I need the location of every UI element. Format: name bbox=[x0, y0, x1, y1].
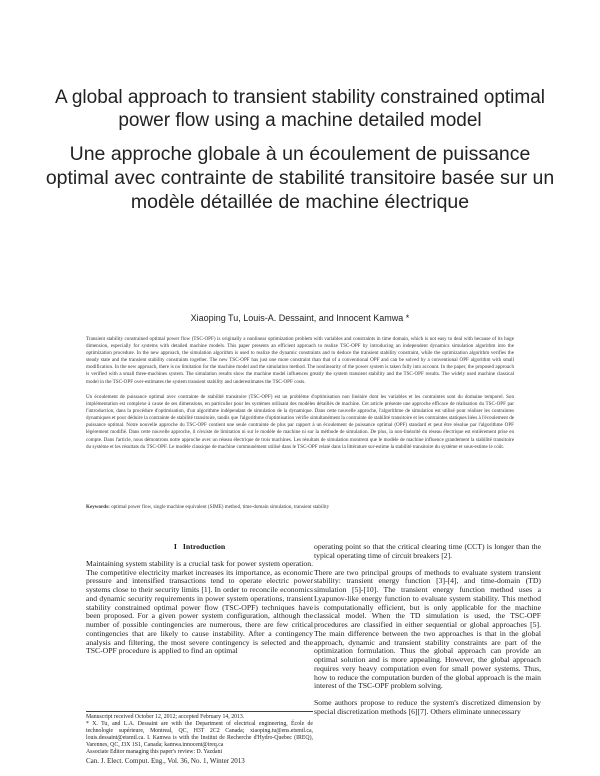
footnote: Manuscript received October 12, 2012; accepted February 14, 2013. bbox=[86, 714, 245, 720]
title-block bbox=[40, 86, 560, 214]
body-paragraph: There are two principal groups of methods to evaluate system transient stability: transient energy function [3]-[4], and time-domain (TD) simulation [5]-[10]. The transient energy function method uses a Lyapunov-like energy function to evaluate system stability. This method is computationally efficient, but is only applicable for the machine classical model. When the TD simulation is used, the TSC-OPF procedures are classified in either sequential or global approaches [5]. The main difference between the two approaches is that in the global approach, dynamic and transient stability constraints are part of the optimization formulation. Thus the global approach can provide an optimal solution and is more appealing. However, the global approach requires very heavy computation even for small power systems. Thus, how to reduce the computation burden of the global approach is the main interest of the TSC-OPF problem solving. bbox=[314, 567, 541, 691]
keywords bbox=[86, 504, 514, 511]
right-column bbox=[314, 543, 541, 725]
abstract-english: Transient stability constrained optimal power flow (TSC-OPF) is originally a nonlinear optimization problem with variables and constraints in time domain, which is not easy to deal with because of its huge dimension, especially for systems with detailed machine models. This paper presents an efficient approach to realize TSC-OPF by introducing an independent dynamics simulation algorithm into the optimization procedure. In the new approach, the simulation algorithm is used to realize the dynamic constraints and to deduce the transient stability constraint, while the optimization algorithm verifies the steady state and the transient stability constraints together. The new TSC-OPF has just one more constraint than that of a conventional OPF and can be solved by a conventional OPF algorithm with small modification. In the new approach, there is no limitation for the machine model and the simulation method. The nonlinearity of the power system is taken fully into account. In the paper, the proposed approach is verified with a small three-machines system. The simulation results show the machine model influences greatly the system transient stability and the TSC-OPF results. The widely used machine classical model in the TSC-OPF over-estimates the system transient stability and underestimates the TSC-OPF costs. bbox=[86, 336, 514, 385]
title-french: Une approche globale à un écoulement de puissance optimal avec contrainte de stabilité transitoire basée sur un modèle détaillée de machine électrique bbox=[45, 143, 555, 213]
body-paragraph: Some authors propose to reduce the system's discretized dimension by special discretization methods [6][7]. Others eliminate unnecessary bbox=[314, 698, 541, 716]
footnotes bbox=[86, 711, 313, 756]
footnote: * X. Tu, and L.A. Dessaint are with the Department of electrical engineering, École de technologie supérieure, Montreal, QC, H3T 2C2 Canada; xiaoping.tu@ens.etsmtl.ca, louis.dessaint@etsmtl.ca. I. Kamwa is with the Institut de Recherche d'Hydro-Quebec (IREQ), Varennes, QC, J3X 1S1, Canada; kamwa.innocent@ireq.ca bbox=[86, 721, 313, 748]
section-number: I bbox=[173, 542, 177, 551]
section-heading bbox=[86, 543, 313, 552]
keywords-label: Keywords: bbox=[86, 504, 110, 510]
journal-footer: Can. J. Elect. Comput. Eng., Vol. 36, No. 1, Winter 2013 bbox=[86, 757, 245, 765]
left-column bbox=[86, 543, 313, 664]
title-english: A global approach to transient stability constrained optimal power flow using a machine detailed model bbox=[54, 87, 546, 131]
abstract-french: Un écoulement de puissance optimal avec contrainte de stabilité transitoire (TSC-OPF) est un problème d'optimisation non linéaire dont les variables et les contraintes sont du domaine temporel. Son implémentation est complexe à cause de ses dimensions, en particulier pour les systèmes utilisant des modèles détaillés de machine. Cet article présente une approche efficace de réalisation du TSC-OPF par l'introduction, dans la procédure d'optimisation, d'un algorithme indépendant de simulation de la dynamique. Dans cette nouvelle approche, l'algorithme de simulation est utilisé pour réaliser les contraintes dynamiques et pour déduire la contrainte de stabilité transitoire, tandis que l'algorithme d'optimisation vérifie simultanément la contrainte de stabilité transitoire et les contraintes statiques liées à l'écoulement de puissance optimal. Notre nouvelle approche du TSC-OPF contient une seule contrainte de plus par rapport à un écoulement de puissance optimal (OPF) standard et peut être résolue par l'algorithme OPF légèrement modifié. Dans cette nouvelle approche, il n'existe de limitation ni sur le modèle de machine ni sur la méthode de simulation. De plus, la non-linéarité du réseau électrique est entièrement prise en compte. Dans l'article, nous démontrons notre approche avec un réseau électrique de trois machines. Les résultats de simulation montrent que le modèle de machine influence grandement la stabilité transitoire du système et les résultats du TSC-OPF. Le modèle classique de machine communément utilisé dans le TSC-OPF relaté dans la littérature sur-estime la stabilité transitoire du système et sous-estime le coût. bbox=[86, 394, 514, 450]
body-paragraph: operating point so that the critical clearing time (CCT) is longer than the typical operating time of circuit breakers [2]. bbox=[314, 542, 541, 560]
body-paragraph: Maintaining system stability is a crucial task for power system operation. The competitive electricity market increases its importance, as economic pressure and intensified transactions tend to operate electric power systems close to their security limits [1]. In order to reconcile economics and dynamic security requirements in power system operations, transient stability constrained optimal power flow (TSC-OPF) techniques have been proposed. For a given power system configuration, although the number of possible contingencies are numerous, there are few critical contingencies that are likely to cause instability. After a contingency analysis and filtering, the most severe contingency is selected and the TSC-OPF procedure is applied to find an optimal bbox=[86, 558, 313, 656]
author-list: Xiaoping Tu, Louis-A. Dessaint, and Innocent Kamwa * bbox=[190, 313, 410, 323]
footnote: Associate Editor managing this paper's review: D. Yazdani bbox=[86, 749, 223, 755]
section-title: Introduction bbox=[182, 542, 226, 551]
keywords-text: optimal power flow, single machine equivalent (SIME) method, time-domain simulation, transient stability bbox=[111, 504, 330, 510]
